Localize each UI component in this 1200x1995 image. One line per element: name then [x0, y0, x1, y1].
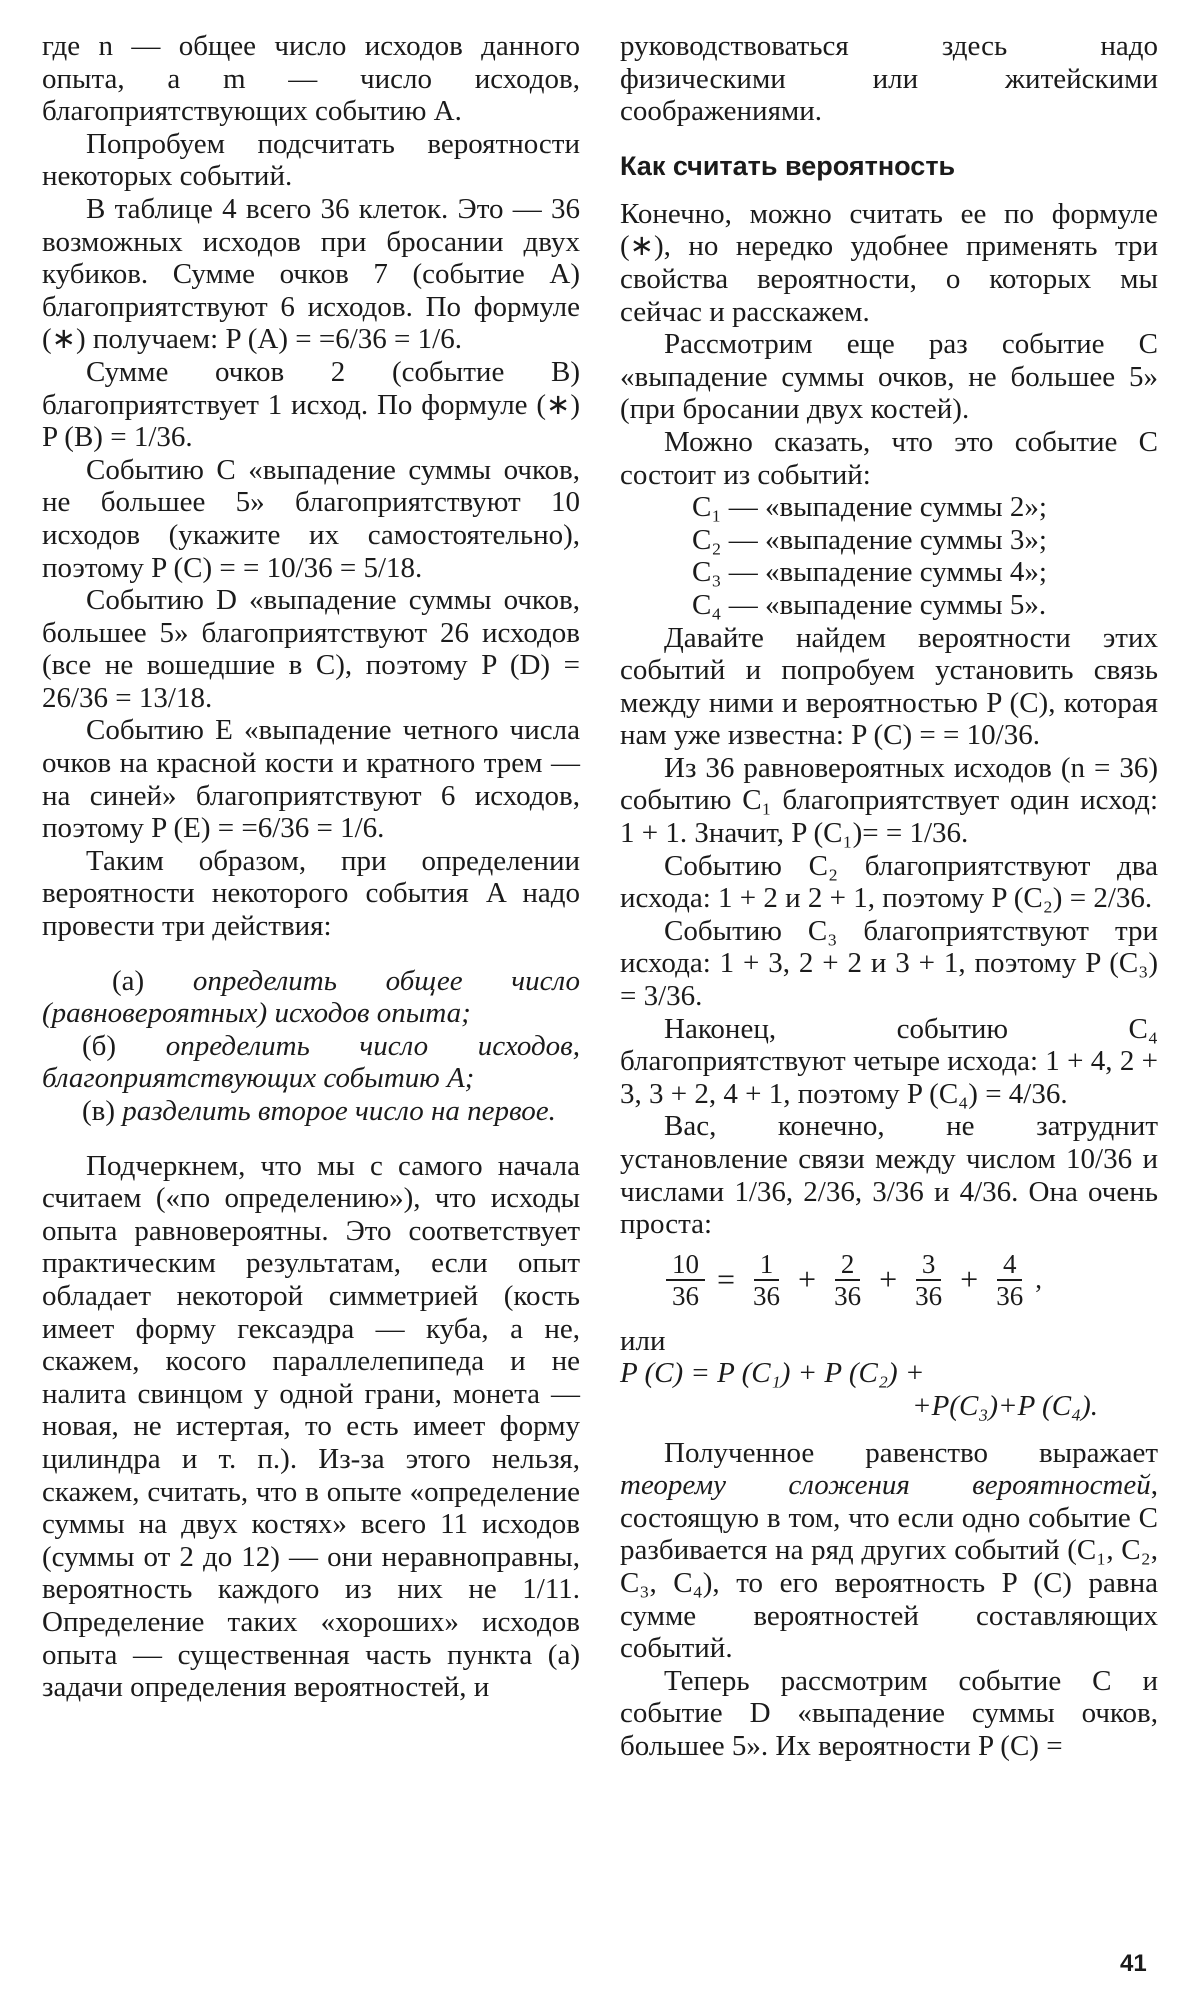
section-heading: Как считать вероятность [620, 150, 956, 181]
list-item-text: определить общее число (равновероятных) исходов опыта; [42, 964, 581, 1030]
or-word: или [620, 1324, 666, 1357]
event-item: C₂ — «выпадение суммы 3»; [692, 523, 1047, 556]
spacer [620, 1423, 1158, 1437]
denominator: 36 [915, 1280, 943, 1311]
sum-equation-line-2: +P(C₃)+P (C₄). [912, 1389, 1099, 1422]
numerator: 4 [997, 1249, 1023, 1281]
numerator: 10 [666, 1249, 705, 1281]
paragraph: Событию C «выпадение суммы очков, не большее 5» благоприятствуют 10 исходов (укажите их самостоятельно), поэтому P (C) = = 10/36 = 5/18. [42, 453, 580, 584]
paragraph: Подчеркнем, что мы с самого начала считаем («по определению»), что исходы опыта равновероятны. Это соответствует практическим результатам, если опыт обладает некоторой симметрией (кость имеет форму гексаэдра — куба, а не, скажем, косого параллелепипеда и не налита свинцом у одной грани, монета — новая, не истертая, то есть имеет форму цилиндра и т. п.). Из-за этого нельзя, скажем, считать, что в опыте «определение суммы на двух костях» всего 11 исходов (суммы от 2 до 12) — они неравноправны, вероятность каждого из них не 1/11. Определение таких «хороших» исходов опыта — существенная часть пункта (а) задачи определения вероятностей, и [42, 1149, 580, 1704]
paragraph: Попробуем подсчитать вероятности некоторых событий. [42, 127, 580, 193]
numerator: 1 [754, 1249, 780, 1281]
list-item-text: разделить второе число на первое. [122, 1095, 556, 1127]
paragraph: Событию C₂ благоприятствуют два исхода: 1 + 2 и 2 + 1, поэтому P (C₂) = 2/36. [620, 849, 1158, 915]
paragraph: Давайте найдем вероятности этих событий и попробуем установить связь между ними и вероятностью P (C), которая нам уже известна: P (C) = = 10/36. [620, 621, 1158, 752]
paragraph [620, 1437, 1158, 1665]
paragraph: руководствоваться здесь надо физическими или житейскими соображениями. [620, 30, 1158, 128]
event-item: C₄ — «выпадение суммы 5». [692, 588, 1047, 621]
list-item-c [42, 1095, 580, 1128]
right-column [620, 30, 1158, 1763]
plus-sign: + [798, 1261, 817, 1298]
denominator: 36 [672, 1280, 699, 1311]
theorem-name: теорему сложения вероятностей [620, 1469, 1151, 1502]
list-marker: (а) [112, 964, 145, 997]
equals-sign: = [717, 1261, 736, 1298]
paragraph: Таким образом, при определении вероятности некоторого события A надо провести три действия: [42, 844, 580, 943]
spacer [42, 1128, 580, 1150]
list-marker: (б) [82, 1029, 117, 1062]
text-run: , состоящую в том, что если одно событие C разбивается на ряд других событий (C₁, C₂, C₃, C₄), то его вероятность P (C) равна сумме вероятностей составляющих событий. [620, 1469, 1158, 1665]
trailing-comma: , [1035, 1264, 1042, 1295]
paragraph: Конечно, можно считать ее по формуле (∗), но нередко удобнее применять три свойства вероятности, о которых мы сейчас и расскажем. [620, 197, 1158, 328]
numerator: 2 [835, 1249, 861, 1281]
list-item-text: определить число исходов, благоприятствующих событию A; [42, 1029, 581, 1095]
paragraph: Можно сказать, что это событие C состоит из событий: [620, 425, 1158, 491]
event-item: C₃ — «выпадение суммы 4»; [692, 556, 1047, 589]
fraction [828, 1249, 867, 1311]
paragraph: Вас, конечно, не затруднит установление связи между числом 10/36 и числами 1/36, 2/36, 3/36 и 4/36. Она очень проста: [620, 1110, 1158, 1241]
paragraph: Событию E «выпадение четного числа очков на красной кости и кратного трем — на синей» благоприятствуют 6 исходов, поэтому P (E) = =6/36 = 1/6. [42, 714, 580, 845]
text-run: Полученное равенство выражает [664, 1436, 1158, 1469]
paragraph: Из 36 равновероятных исходов (n = 36) событию C₁ благоприятствует один исход: 1 + 1. Значит, P (C₁)= = 1/36. [620, 751, 1158, 850]
list-item-b [42, 1030, 580, 1095]
paragraph: где n — общее число исходов данного опыта, а m — число исходов, благоприятствующих событию A. [42, 30, 580, 128]
sum-equation-line-1: P (C) = P (C₁) + P (C₂) + [620, 1357, 925, 1390]
plus-sign: + [879, 1261, 898, 1298]
paragraph: Событию C₃ благоприятствуют три исхода: 1 + 3, 2 + 2 и 3 + 1, поэтому P (C₃) = 3/36. [620, 914, 1158, 1013]
event-item: C₁ — «выпадение суммы 2»; [692, 491, 1047, 524]
numerator: 3 [916, 1249, 942, 1281]
list-item-a [42, 965, 580, 1030]
denominator: 36 [834, 1280, 862, 1311]
fraction-equation [620, 1249, 1158, 1311]
fraction [666, 1249, 705, 1311]
event-list [620, 491, 1158, 621]
paragraph: Рассмотрим еще раз событие C «выпадение суммы очков, не большее 5» (при бросании двух костей). [620, 328, 1158, 426]
denominator: 36 [996, 1280, 1024, 1311]
denominator: 36 [753, 1280, 781, 1311]
paragraph: Сумме очков 2 (событие B) благоприятствует 1 исход. По формуле (∗) P (B) = 1/36. [42, 355, 580, 454]
left-column [42, 30, 580, 1704]
page-number: 41 [1120, 1950, 1147, 1977]
paragraph: Событию D «выпадение суммы очков, большее 5» благоприятствуют 26 исходов (все не вошедшие в C), поэтому P (D) = 26/36 = 13/18. [42, 584, 580, 714]
spacer [42, 943, 580, 965]
fraction [747, 1249, 786, 1311]
paragraph: Наконец, событию C₄ благоприятствуют четыре исхода: 1 + 4, 2 + 3, 3 + 2, 4 + 1, поэтому P (C₄) = 4/36. [620, 1012, 1158, 1110]
fraction [990, 1249, 1029, 1311]
list-marker: (в) [82, 1095, 116, 1127]
fraction [909, 1249, 948, 1311]
plus-sign: + [960, 1261, 979, 1298]
paragraph: В таблице 4 всего 36 клеток. Это — 36 возможных исходов при бросании двух кубиков. Сумме очков 7 (событие A) благоприятствуют 6 исходов. По формуле (∗) получаем: P (A) = =6/36 = 1/6. [42, 192, 580, 356]
paragraph: Теперь рассмотрим событие C и событие D «выпадение суммы очков, большее 5». Их вероятности P (C) = [620, 1664, 1158, 1762]
